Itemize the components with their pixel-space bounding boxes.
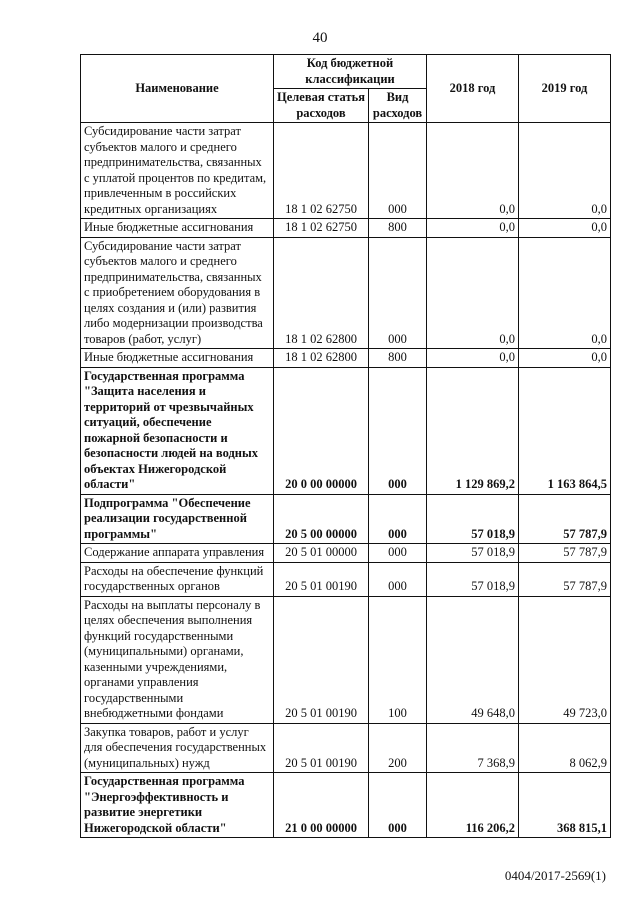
row-value-2019: 8 062,9 [519,723,611,773]
row-name: Субсидирование части затрат субъектов малого и среднего предпринимательства, связанных с приобретением оборудования в целях создания и (или) развития либо модернизации производства товаров (работ, услуг) [81,237,274,349]
table-row [81,596,611,723]
row-value-2019: 0,0 [519,237,611,349]
row-target-article: 18 1 02 62750 [274,219,369,238]
row-expense-type: 200 [369,723,427,773]
row-value-2019: 368 815,1 [519,773,611,838]
row-target-article: 20 5 00 00000 [274,494,369,544]
row-target-article: 20 5 01 00190 [274,562,369,596]
row-value-2019: 0,0 [519,349,611,368]
header-name: Наименование [81,55,274,123]
row-value-2018: 7 368,9 [427,723,519,773]
row-value-2019: 57 787,9 [519,494,611,544]
table-row [81,494,611,544]
table-header [81,55,611,123]
row-expense-type: 000 [369,494,427,544]
row-target-article: 20 5 01 00190 [274,723,369,773]
row-value-2019: 49 723,0 [519,596,611,723]
row-value-2019: 57 787,9 [519,544,611,563]
row-name: Закупка товаров, работ и услуг для обеспечения государственных (муниципальных) нужд [81,723,274,773]
row-value-2019: 1 163 864,5 [519,367,611,494]
row-target-article: 20 0 00 00000 [274,367,369,494]
row-expense-type: 000 [369,367,427,494]
header-code-group: Код бюджетной классификации [274,55,427,89]
row-expense-type: 800 [369,349,427,368]
header-expense-type: Вид расходов [369,89,427,123]
row-name: Иные бюджетные ассигнования [81,349,274,368]
row-value-2018: 1 129 869,2 [427,367,519,494]
row-value-2018: 49 648,0 [427,596,519,723]
row-value-2019: 0,0 [519,123,611,219]
table-row [81,723,611,773]
table-row [81,367,611,494]
row-value-2018: 57 018,9 [427,562,519,596]
row-value-2018: 0,0 [427,123,519,219]
table-row [81,219,611,238]
budget-table [80,54,611,838]
row-value-2019: 0,0 [519,219,611,238]
row-expense-type: 000 [369,773,427,838]
row-name: Субсидирование части затрат субъектов малого и среднего предпринимательства, связанных с уплатой процентов по кредитам, привлеченным в российских кредитных организациях [81,123,274,219]
row-name: Государственная программа "Энергоэффективность и развитие энергетики Нижегородской области" [81,773,274,838]
row-name: Содержание аппарата управления [81,544,274,563]
header-target-article: Целевая статья расходов [274,89,369,123]
row-target-article: 20 5 01 00000 [274,544,369,563]
row-value-2018: 0,0 [427,237,519,349]
table-row [81,773,611,838]
header-year-2019: 2019 год [519,55,611,123]
table-row [81,237,611,349]
row-expense-type: 100 [369,596,427,723]
table-row [81,123,611,219]
row-value-2018: 0,0 [427,349,519,368]
row-name: Расходы на обеспечение функций государственных органов [81,562,274,596]
row-expense-type: 000 [369,237,427,349]
row-value-2018: 116 206,2 [427,773,519,838]
table-row [81,544,611,563]
document-code: 0404/2017-2569(1) [504,868,606,883]
row-expense-type: 000 [369,123,427,219]
row-target-article: 18 1 02 62800 [274,237,369,349]
row-value-2018: 57 018,9 [427,544,519,563]
row-name: Подпрограмма "Обеспечение реализации государственной программы" [81,494,274,544]
table-body [81,123,611,838]
header-year-2018: 2018 год [427,55,519,123]
row-target-article: 21 0 00 00000 [274,773,369,838]
row-value-2019: 57 787,9 [519,562,611,596]
table-row [81,349,611,368]
row-target-article: 18 1 02 62750 [274,123,369,219]
row-expense-type: 800 [369,219,427,238]
row-value-2018: 0,0 [427,219,519,238]
row-name: Иные бюджетные ассигнования [81,219,274,238]
row-expense-type: 000 [369,562,427,596]
row-target-article: 20 5 01 00190 [274,596,369,723]
row-name: Государственная программа "Защита населения и территорий от чрезвычайных ситуаций, обеспечение пожарной безопасности и безопасности людей на водных объектах Нижегородской области" [81,367,274,494]
page-number: 40 [312,30,328,46]
row-name: Расходы на выплаты персоналу в целях обеспечения выполнения функций государственными (муниципальными) органами, казенными учреждениями, органами управления государственными внебюджетными фондами [81,596,274,723]
table-row [81,562,611,596]
row-target-article: 18 1 02 62800 [274,349,369,368]
row-value-2018: 57 018,9 [427,494,519,544]
row-expense-type: 000 [369,544,427,563]
